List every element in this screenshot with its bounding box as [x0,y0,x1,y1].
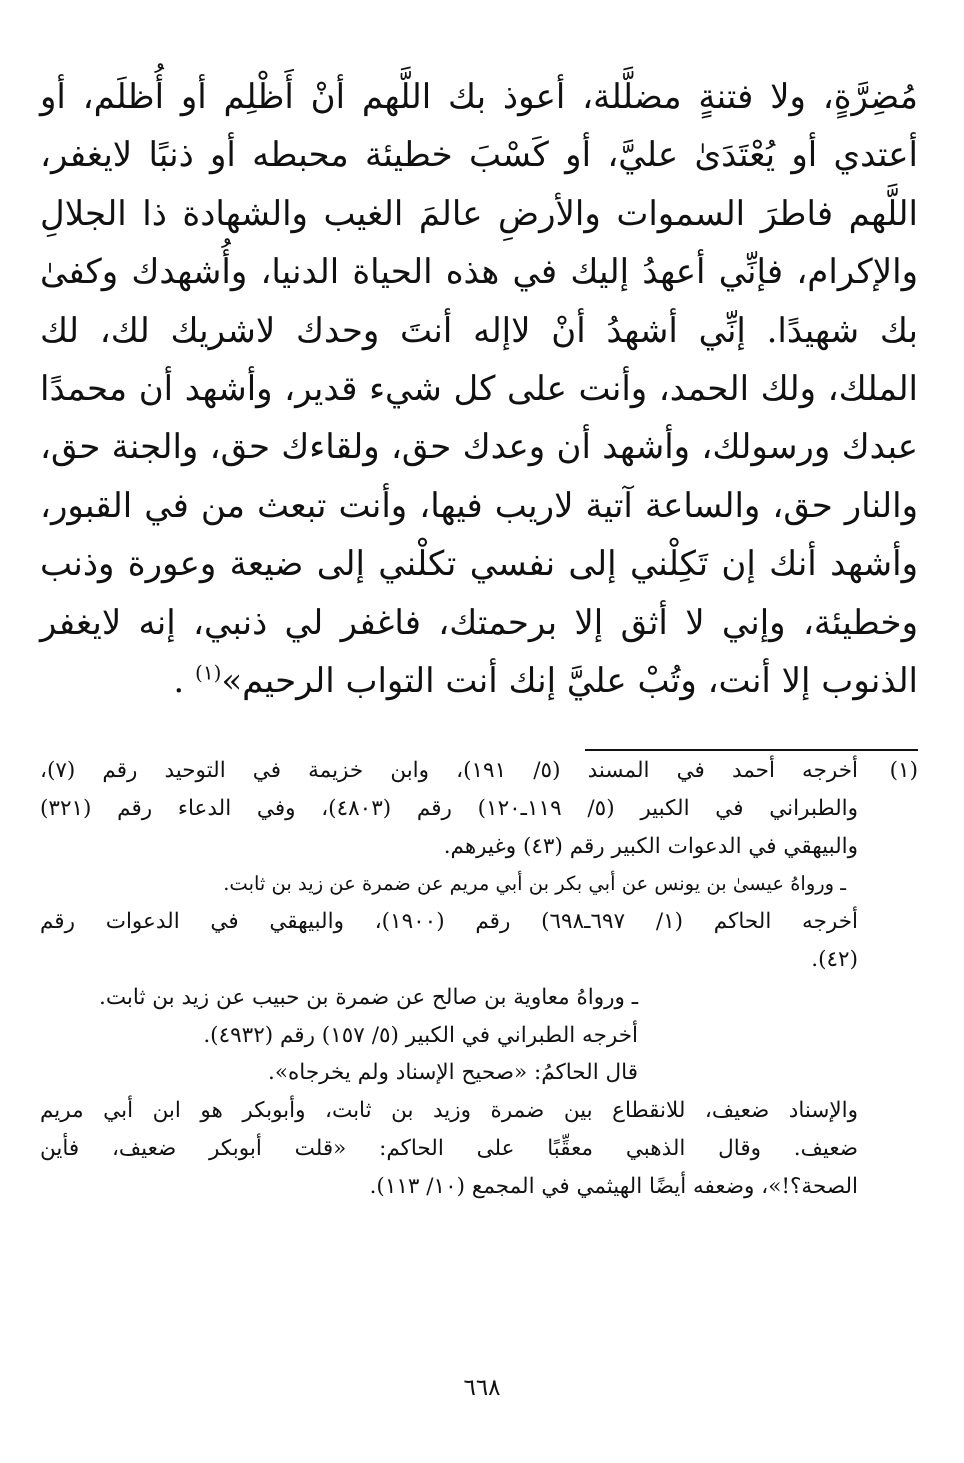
main-text-end: . [173,661,185,702]
footnote-line: والإسناد ضعيف، للانقطاع بين ضمرة وزيد بن ثابت، وأبوبكر هو ابن أبي مريم [40,1098,858,1124]
footnote-line: أخرجه الطبراني في الكبير (٥/ ١٥٧) رقم (٤٩٣٢). [203,1022,638,1048]
footnote-line: (٤٢). [811,946,858,972]
footnote-line: ـ ورواهُ معاوية بن صالح عن ضمرة بن حبيب عن زيد بن ثابت. [98,984,638,1010]
footnotes [40,752,918,1206]
footnote-line: ضعيف. وقال الذهبي معقِّبًا على الحاكم: «قلت أبوبكر ضعيف، فأين [40,1135,858,1161]
footnote-number: (١) [889,758,918,783]
footnote-body [40,752,858,1206]
footnote-line: أخرجه أحمد في المسند (٥/ ١٩١)، وابن خزيمة في التوحيد رقم (٧)، [40,758,858,783]
footnote-reference[interactable]: (١) [195,660,222,685]
page-number: ٦٦٨ [463,1375,501,1401]
main-text-body: مُضِرَّةٍ، ولا فتنةٍ مضلَّلة، أعوذ بك اللَّهم أنْ أَظْلِم أو أُظلَم، أو أعتدي أو يُعْتَدَىٰ عليَّ، أو كَسْبَ خطيئة محبطه أو ذنبًا لايغفر، اللَّهم فاطرَ السموات والأرضِ عالمَ الغيب والشهادة ذا الجلالِ والإكرام، فإنِّي أعهدُ إليك في هذه الحياة الدنيا، وأُشهدك وكفىٰ بك شهيدًا. إنِّي أشهدُ أنْ لاإله أنتَ وحدك لاشريك لك، لك الملك، ولك الحمد، وأنت على كل شيء قدير، وأشهد أن محمدًا عبدك ورسولك، وأشهد أن وعدك حق، ولقاءك حق، والجنة حق، والنار حق، والساعة آتية لاريب فيها، وأنت تبعث من في القبور، وأشهد أنك إن تَكِلْني إلى نفسي تكلْني إلى ضيعة وعورة وذنب وخطيئة، وإني لا أثق إلا برحمتك، فاغفر لي ذنبي، إنه لايغفر الذنوب إلا أنت، وتُبْ عليَّ إنك أنت التواب الرحيم» [40,77,918,702]
footnote-separator [585,749,918,751]
main-text [40,68,918,710]
footnote-line: والطبراني في الكبير (٥/ ١١٩ـ١٢٠) رقم (٤٨٠٣)، وفي الدعاء رقم (٣٢١) [40,795,858,821]
footnote-line: الصحة؟!»، وضعفه أيضًا الهيثمي في المجمع (١٠/ ١١٣). [369,1173,858,1199]
footnote-1 [40,752,918,1206]
footnote-line: ـ ورواهُ عيسىٰ بن يونس عن أبي بكر بن أبي مريم عن ضمرة عن زيد بن ثابت. [223,872,846,896]
footnote-line: أخرجه الحاكم (١/ ٦٩٧ـ٦٩٨) رقم (١٩٠٠)، والبيهقي في الدعوات رقم [40,909,858,935]
footnote-line: قال الحاكمُ: «صحيح الإسناد ولم يخرجاه». [268,1060,638,1086]
footnote-line: والبيهقي في الدعوات الكبير رقم (٤٣) وغيرهم. [443,833,858,859]
